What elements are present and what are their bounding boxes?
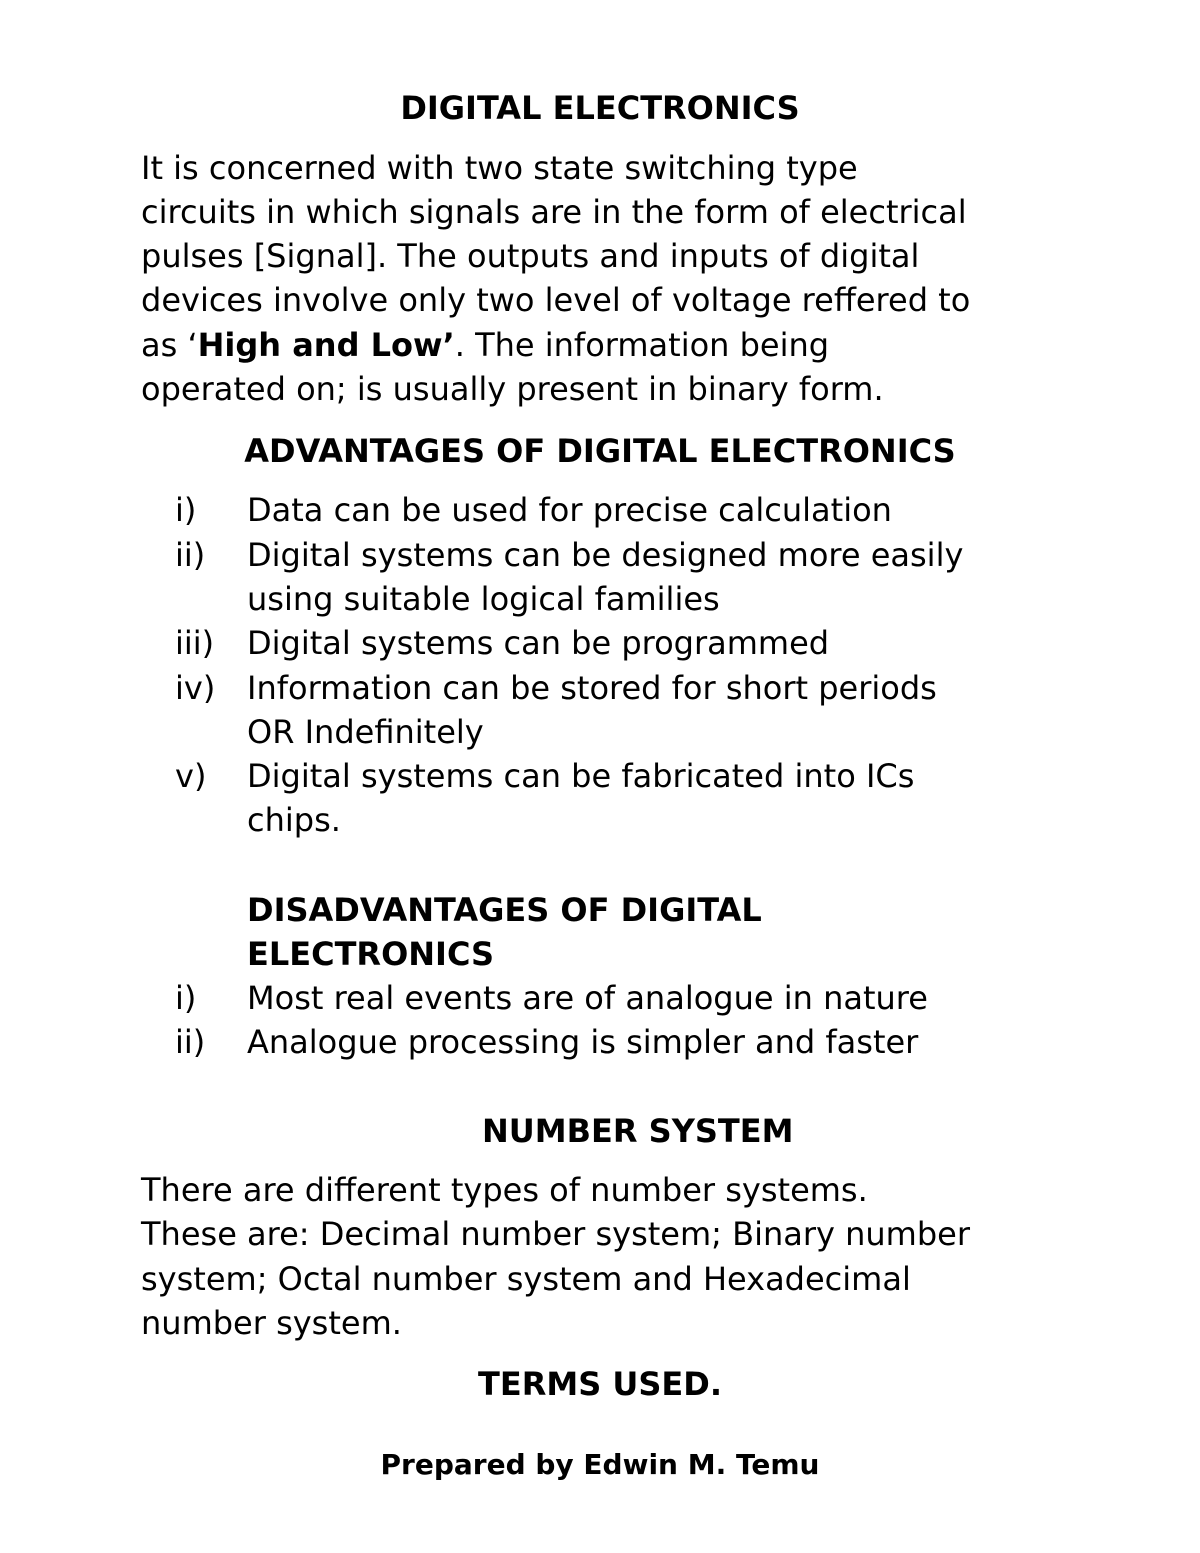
advantage-2-text-line-2: using suitable logical families bbox=[247, 580, 720, 618]
advantage-3-text: Digital systems can be programmed bbox=[247, 624, 830, 662]
disadvantage-2-number: ii) bbox=[175, 1023, 206, 1061]
terms-used-heading: TERMS USED. bbox=[478, 1365, 722, 1403]
intro-line-2: circuits in which signals are in the form of electrical bbox=[141, 193, 967, 231]
number-system-line-3: system; Octal number system and Hexadecimal bbox=[141, 1260, 911, 1298]
advantage-1-text: Data can be used for precise calculation bbox=[247, 491, 892, 529]
advantage-5-text-line-2: chips. bbox=[247, 801, 341, 839]
advantage-4-text-line-1: Information can be stored for short periods bbox=[247, 669, 937, 707]
intro-line-1: It is concerned with two state switching type bbox=[141, 149, 858, 187]
number-system-line-1: There are different types of number systems. bbox=[141, 1171, 868, 1209]
advantage-4-text-line-2: OR Indefinitely bbox=[247, 713, 484, 751]
advantage-4-number: iv) bbox=[175, 669, 216, 707]
advantage-5-number: v) bbox=[175, 757, 207, 795]
intro-line-3: pulses [Signal]. The outputs and inputs of digital bbox=[141, 237, 920, 275]
advantages-heading: ADVANTAGES OF DIGITAL ELECTRONICS bbox=[244, 432, 956, 470]
advantage-2-number: ii) bbox=[175, 536, 206, 574]
intro-line-4: devices involve only two level of voltage reffered to bbox=[141, 281, 971, 319]
disadvantages-heading-line-1: DISADVANTAGES OF DIGITAL bbox=[247, 891, 762, 929]
disadvantage-2-text: Analogue processing is simpler and faster bbox=[247, 1023, 919, 1061]
advantage-5-text-line-1: Digital systems can be fabricated into ICs bbox=[247, 757, 915, 795]
number-system-heading: NUMBER SYSTEM bbox=[482, 1112, 794, 1150]
footer-author: Prepared by Edwin M. Temu bbox=[380, 1448, 820, 1481]
intro-line-5-pre: as ‘ bbox=[141, 326, 198, 364]
disadvantage-1-number: i) bbox=[175, 979, 197, 1017]
intro-line-6: operated on; is usually present in binary form. bbox=[141, 370, 884, 408]
number-system-line-4: number system. bbox=[141, 1304, 402, 1342]
page-title: DIGITAL ELECTRONICS bbox=[400, 89, 800, 127]
intro-line-5 bbox=[141, 323, 829, 367]
high-and-low-emphasis: High and Low’ bbox=[197, 326, 455, 364]
disadvantages-heading-line-2: ELECTRONICS bbox=[247, 935, 495, 973]
advantage-2-text-line-1: Digital systems can be designed more easily bbox=[247, 536, 964, 574]
advantage-3-number: iii) bbox=[175, 624, 215, 662]
disadvantage-1-text: Most real events are of analogue in nature bbox=[247, 979, 928, 1017]
intro-line-5-post: . The information being bbox=[454, 326, 830, 364]
number-system-line-2: These are: Decimal number system; Binary number bbox=[141, 1215, 970, 1253]
advantage-1-number: i) bbox=[175, 491, 197, 529]
